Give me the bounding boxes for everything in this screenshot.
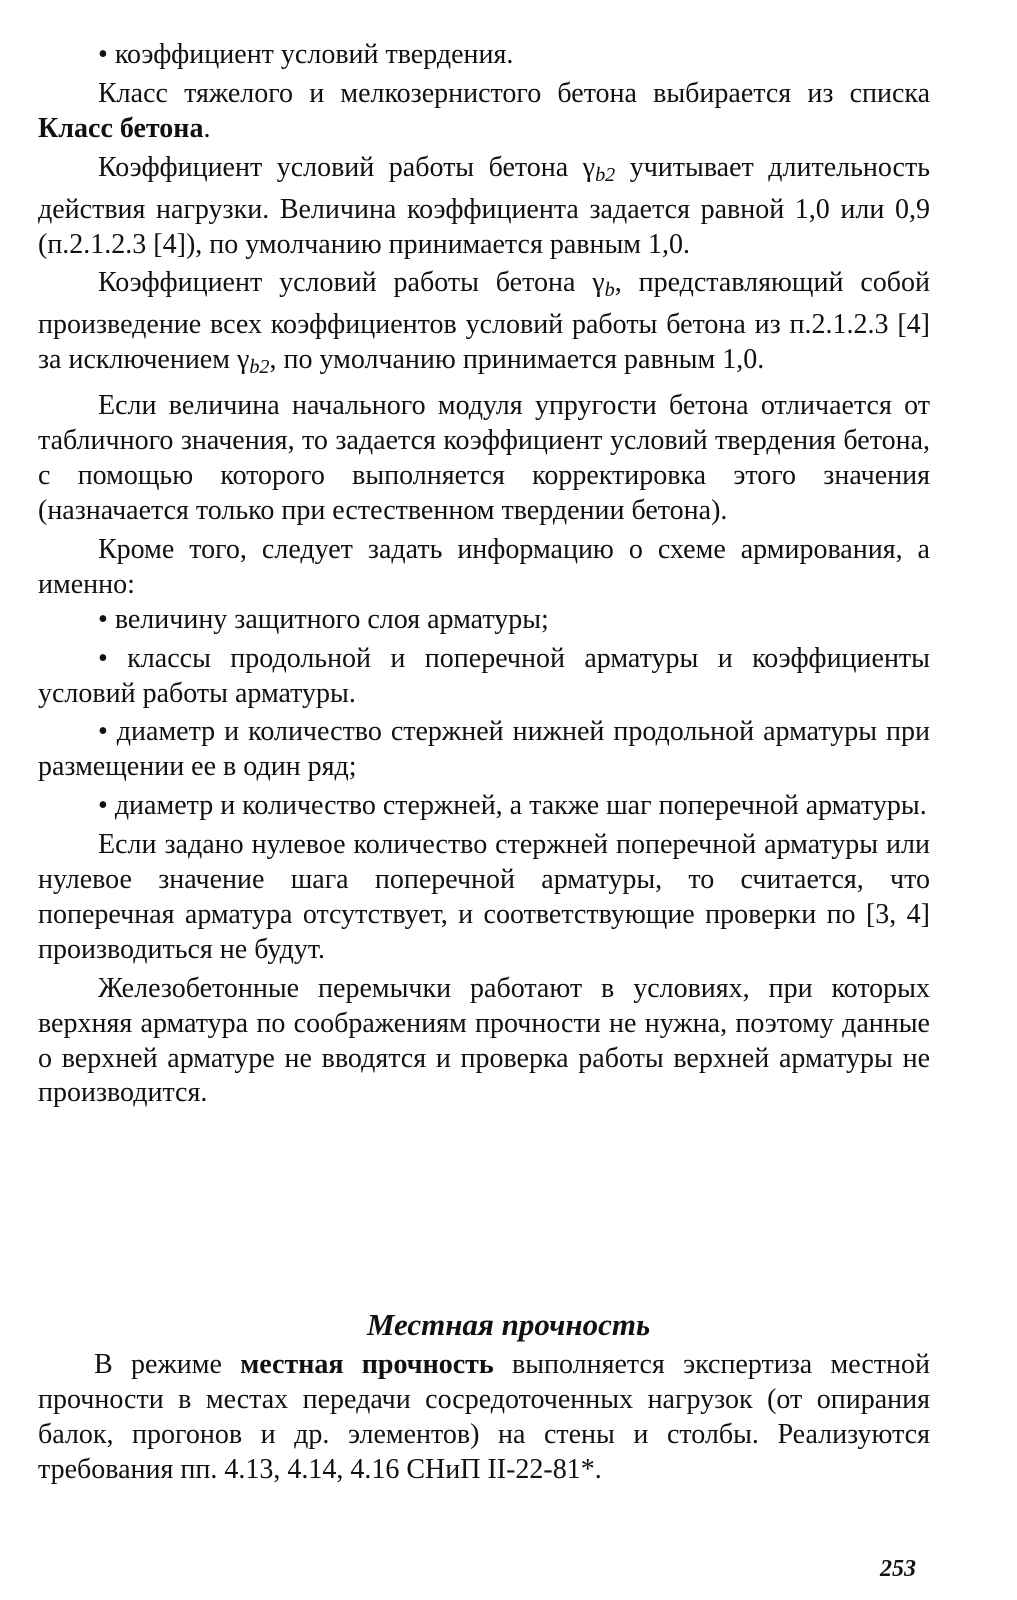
bullet-item: • величину защитного слоя арматуры; (38, 603, 930, 638)
bold-term: Класс бетона (38, 112, 204, 144)
body-text (38, 38, 930, 1111)
bullet-item: • классы продольной и поперечной арматуры и коэффициенты условий работы арматуры. (38, 642, 930, 712)
bullet-item: • диаметр и количество стержней, а также шаг поперечной арматуры. (38, 789, 930, 824)
paragraph: Если величина начального модуля упругости бетона отличается от табличного значения, то задается коэффициент условий твердения бетона, с помощью которого выполняется корректировка этого значения (назначается только при естественном твердении бетона). (38, 390, 930, 526)
section-heading: Местная прочность (366, 1307, 651, 1342)
paragraph: Если задано нулевое количество стержней поперечной арматуры или нулевое значение шага поперечной арматуры, то считается, что поперечная арматура отсутствует, и соответствующие проверки по [3, 4] производиться не будут. (38, 829, 930, 965)
paragraph: Коэффициент условий работы бетона $\gamma_{b2}$ учитывает длительность действия нагрузки. Величина коэффициента задается равной 1,0 или 0,9 (п.2.1.2.3 [4]), по умолчанию принимается равным 1,0. (38, 151, 930, 260)
page-number: 253 (880, 1556, 916, 1582)
bullet-item: • диаметр и количество стержней нижней продольной арматуры при размещении ее в один ряд; (38, 715, 930, 785)
paragraph: Кроме того, следует задать информацию о схеме армирования, а именно: (38, 533, 930, 600)
paragraph: Коэффициент условий работы бетона $\gamma_b$, представляющий собой произведение всех коэффициентов условий работы бетона из п.2.1.2.3 [4] за исключением $\gamma_{b2}$, по умолчанию принимается равным 1,0. (38, 267, 930, 379)
bold-term: местная прочность (240, 1349, 494, 1380)
paragraph: Класс тяжелого и мелкозернистого бетона выбирается из списка Класс бетона. (38, 77, 930, 144)
paragraph: В режиме местная прочность выполняется экспертиза местной прочности в местах передачи сосредоточенных нагрузок (от опирания балок, прогонов и др. элементов) на стены и столбы. Реализуются требования пп. 4.13, 4.14, 4.16 СНиП II-22-81*. (38, 1349, 930, 1485)
paragraph: Железобетонные перемычки работают в условиях, при которых верхняя арматура по соображениям прочности не нужна, поэтому данные о верхней арматуре не вводятся и проверка работы верхней арматуры не производится. (38, 972, 930, 1109)
section-body (38, 1348, 930, 1488)
bullet-item: • коэффициент условий твердения. (38, 38, 930, 73)
